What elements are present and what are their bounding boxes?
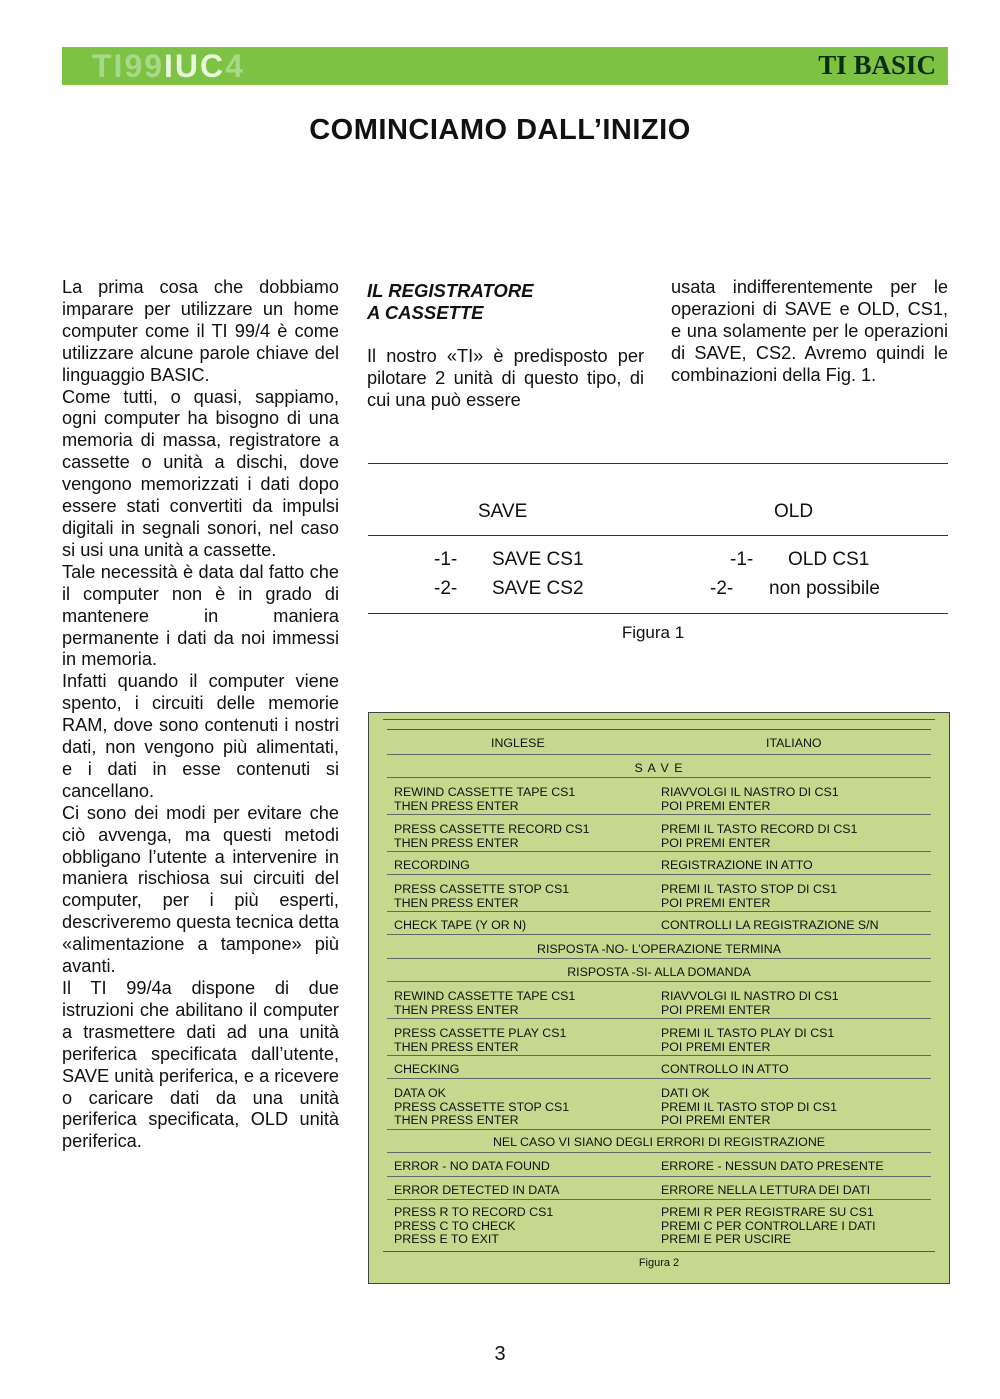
english-text: PRESS CASSETTE STOP CS1 THEN PRESS ENTER <box>394 882 570 910</box>
paragraph: Infatti quando il computer viene spento, i circuiti delle memorie RAM, dove sono contenuti i nostri dati, non vengono più alimentati, e i dati in esse contenuti si cancellano. <box>62 671 339 801</box>
table-row <box>387 1055 931 1076</box>
column-header-old: OLD <box>774 501 814 522</box>
italian-text: ERRORE - NESSUN DATO PRESENTE <box>661 1159 884 1173</box>
english-text: DATA OK PRESS CASSETTE STOP CS1 THEN PRESS ENTER <box>394 1086 570 1128</box>
table-row <box>387 1152 931 1173</box>
italian-text: CONTROLLO IN ATTO <box>661 1062 789 1076</box>
figure-caption: Figura 1 <box>621 623 685 642</box>
english-text: CHECK TAPE (Y OR N) <box>394 918 527 932</box>
table-row <box>387 1199 931 1247</box>
page-title: COMINCIAMO DALL’INIZIO <box>309 114 691 146</box>
italian-text: ERRORE NELLA LETTURA DEI DATI <box>661 1183 871 1197</box>
paragraph: Il nostro «TI» è predisposto per pilotare 2 unità di questo tipo, di cui una può essere <box>367 346 644 410</box>
italian-text: PREMI IL TASTO STOP DI CS1 POI PREMI ENTER <box>661 882 838 910</box>
english-text: ERROR DETECTED IN DATA <box>394 1183 560 1197</box>
magazine-logo <box>92 48 245 85</box>
english-text: RECORDING <box>394 858 470 872</box>
english-text: ERROR - NO DATA FOUND <box>394 1159 550 1173</box>
right-column <box>671 277 948 387</box>
table-cell: SAVE CS1 <box>492 549 584 570</box>
section-label: TI BASIC <box>818 50 936 80</box>
table-row <box>387 958 931 979</box>
table-row <box>387 814 931 850</box>
column-header-italian: ITALIANO <box>766 736 822 750</box>
row-number: -1- <box>730 549 754 570</box>
table-row <box>387 1176 931 1197</box>
table-rule <box>368 535 948 536</box>
italian-text: PREMI R PER REGISTRARE SU CS1 PREMI C PER CONTROLLARE I DATI PREMI E PER USCIRE <box>661 1205 876 1247</box>
figure-caption: Figura 2 <box>638 1257 680 1270</box>
english-text: CHECKING <box>394 1062 460 1076</box>
table-rule <box>368 613 948 614</box>
logo-part-ti99: TI99 <box>92 48 165 84</box>
figure-2-table <box>368 712 950 1284</box>
italian-text: PREMI IL TASTO RECORD DI CS1 POI PREMI ENTER <box>661 822 858 850</box>
answer-note: RISPOSTA -SI- ALLA DOMANDA <box>567 965 751 979</box>
paragraph: Tale necessità è data dal fatto che il computer non è in grado di mantenere in maniera permanente i dati da noi immessi in memoria. <box>62 561 339 670</box>
column-header-english: INGLESE <box>491 736 545 750</box>
answer-note: RISPOSTA -NO- L’OPERAZIONE TERMINA <box>537 942 781 956</box>
table-row <box>387 851 931 872</box>
paragraph: Il TI 99/4a dispone di due istruzioni che abilitano il computer a trasmettere dati ad una unità periferica specificata dall’utente, SAVE unità periferica, e a ricevere o caricare dati da una unità periferica specificata, OLD unità periferica. <box>62 978 339 1152</box>
table-row <box>387 1018 931 1054</box>
table-row <box>387 911 931 932</box>
page-number: 3 <box>494 1343 506 1365</box>
english-text: PRESS R TO RECORD CS1 PRESS C TO CHECK PRESS E TO EXIT <box>394 1205 554 1247</box>
logo-part-4: 4 <box>225 48 245 84</box>
table-header-row <box>387 729 931 750</box>
table-cell: OLD CS1 <box>788 549 870 570</box>
table-row <box>387 777 931 813</box>
english-text: PRESS CASSETTE RECORD CS1 THEN PRESS ENTER <box>394 822 590 850</box>
paragraph: Come tutti, o quasi, sappiamo, ogni computer ha bisogno di una memoria di massa, registratore a cassette o unità a dischi, dove vengono memorizzati i dati dopo essere stati convertiti da impulsi digitali in segnali sonori, nel caso si usi una unità a cassette. <box>62 386 339 560</box>
section-heading: IL REGISTRATORE A CASSETTE <box>367 280 534 323</box>
italian-text: CONTROLLI LA REGISTRAZIONE S/N <box>661 918 879 932</box>
table-cell: non possibile <box>769 578 880 599</box>
row-number: -1- <box>434 549 458 570</box>
table-row <box>387 1129 931 1149</box>
italian-text: RIAVVOLGI IL NASTRO DI CS1 POI PREMI ENTER <box>661 989 839 1017</box>
error-note: NEL CASO VI SIANO DEGLI ERRORI DI REGISTRAZIONE <box>492 1135 826 1149</box>
table-cell: SAVE CS2 <box>492 578 584 599</box>
column-header-save: SAVE <box>478 501 528 522</box>
table-rule <box>383 719 935 720</box>
paragraph: La prima cosa che dobbiamo imparare per utilizzare un home computer come il TI 99/4 è come utilizzare alcune parole chiave del linguaggio BASIC. <box>62 277 339 385</box>
english-text: PRESS CASSETTE PLAY CS1 THEN PRESS ENTER <box>394 1026 567 1054</box>
table-row <box>387 934 931 956</box>
table-row <box>387 874 931 910</box>
left-column <box>62 277 339 1153</box>
italian-text: PREMI IL TASTO PLAY DI CS1 POI PREMI ENTER <box>661 1026 835 1054</box>
italian-text: DATI OK PREMI IL TASTO STOP DI CS1 POI PREMI ENTER <box>661 1086 838 1128</box>
paragraph: Ci sono dei modi per evitare che ciò avvenga, ma questi metodi obbligano l’utente a intervenire in maniera rischiosa sui circuiti del computer, per i più esperti, descriveremo questa tecnica detta «alimentazione a tampone» più avanti. <box>62 802 340 977</box>
section-label: S A V E <box>634 761 684 775</box>
table-rule <box>368 463 948 464</box>
section-row <box>387 754 931 775</box>
paragraph: usata indifferentemente per le operazioni di SAVE e OLD, CS1, e una solamente per le operazioni di SAVE, CS2. Avremo quindi le combinazioni della Fig. 1. <box>671 277 948 385</box>
english-text: REWIND CASSETTE TAPE CS1 THEN PRESS ENTER <box>394 785 576 813</box>
italian-text: RIAVVOLGI IL NASTRO DI CS1 POI PREMI ENTER <box>661 785 839 813</box>
table-row <box>387 981 931 1017</box>
table-row <box>387 1078 931 1128</box>
logo-part-iuc: IUC <box>164 48 226 84</box>
row-number: -2- <box>434 578 458 599</box>
italian-text: REGISTRAZIONE IN ATTO <box>661 858 813 872</box>
english-text: REWIND CASSETTE TAPE CS1 THEN PRESS ENTER <box>394 989 576 1017</box>
middle-column <box>367 280 644 412</box>
row-number: -2- <box>710 578 734 599</box>
table-rule <box>383 1251 935 1252</box>
